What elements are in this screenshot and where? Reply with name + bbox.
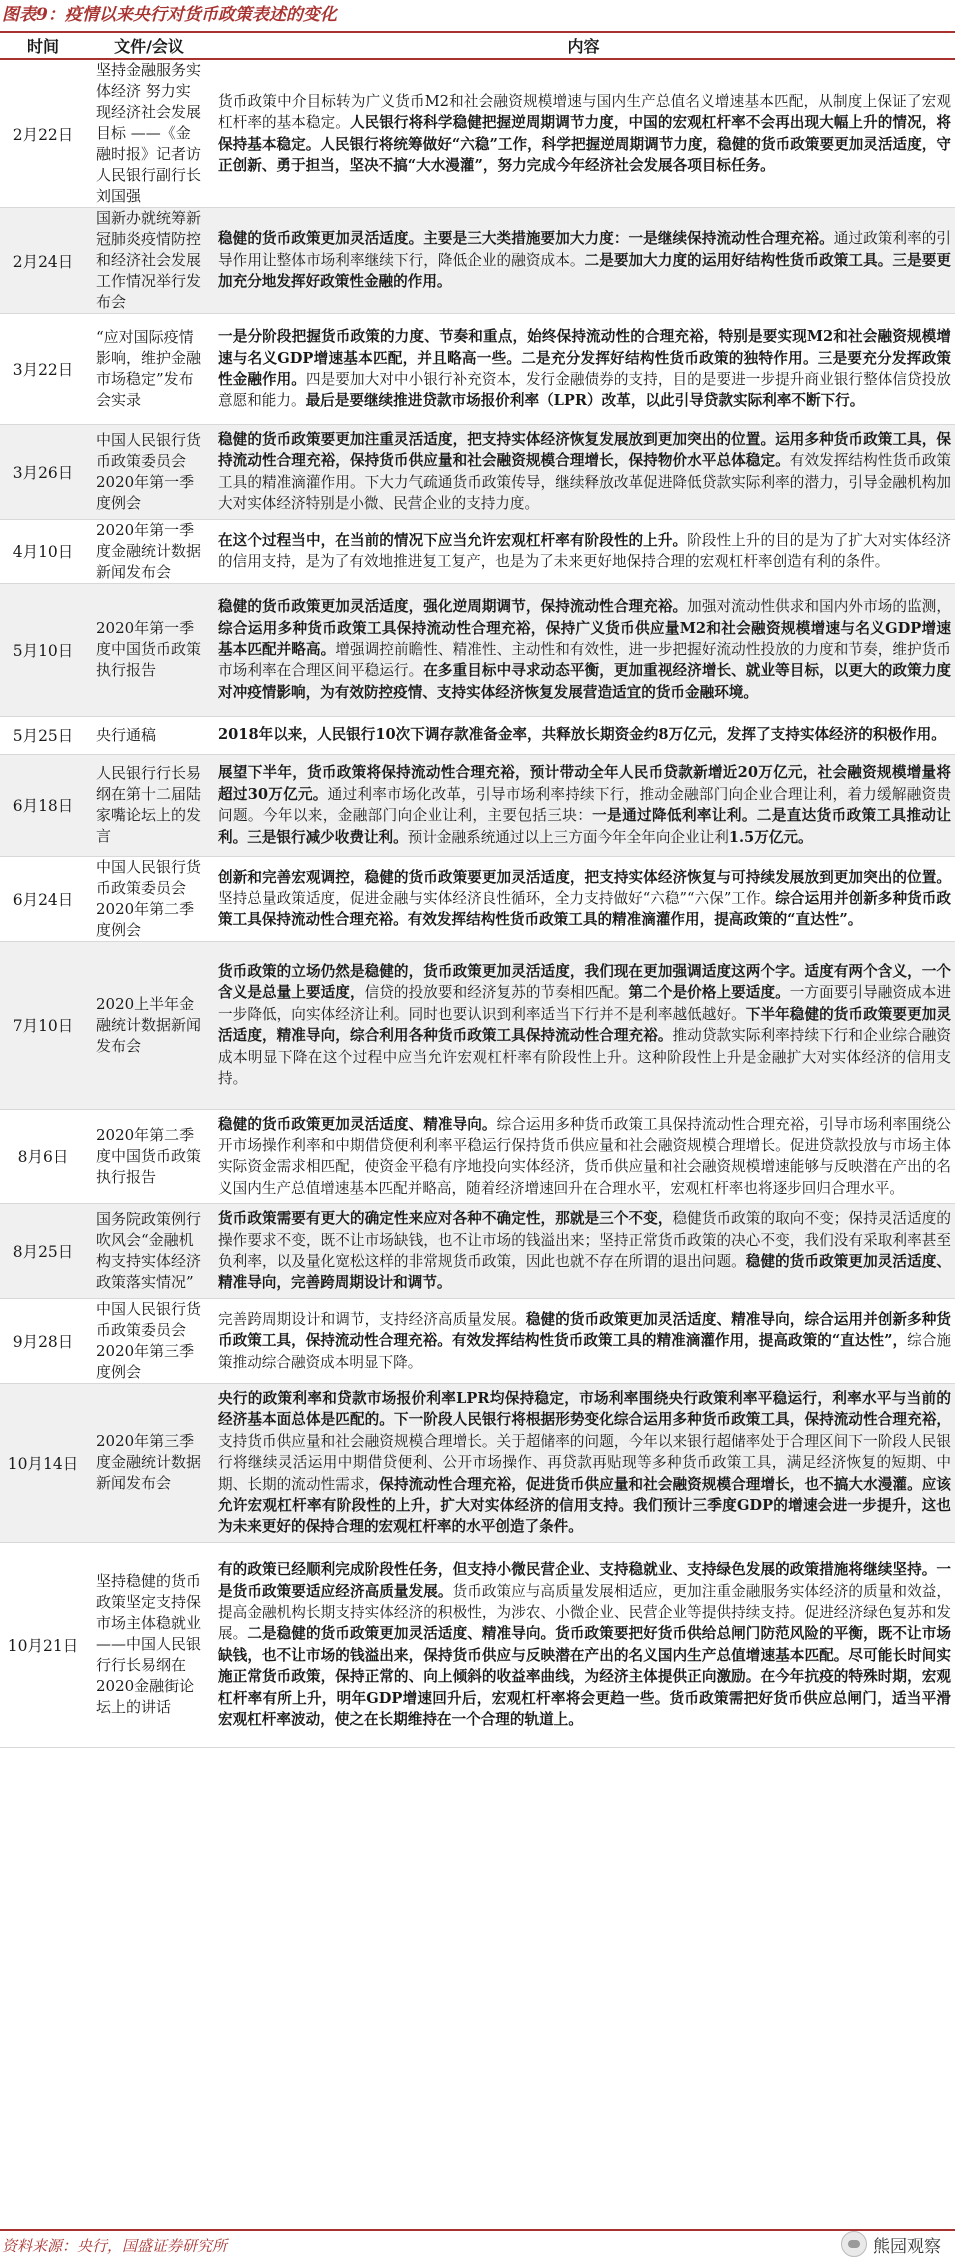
row-document: 国新办就统筹新冠肺炎疫情防控和经济社会发展工作情况举行发布会 bbox=[86, 208, 212, 314]
content-bold-segment: 货币政策需要有更大的确定性来应对各种不确定性，那就是三个不变， bbox=[218, 1210, 673, 1228]
header-document: 文件/会议 bbox=[86, 32, 212, 59]
content-bold-segment: 1.5万亿元。 bbox=[728, 828, 813, 846]
row-date: 3月22日 bbox=[0, 314, 86, 425]
content-segment: 阶段性上升的目的是为了扩大对实体经济的信用支持，是为了有效地推进复工复产，也是为了未来更好地保持合理的宏观杠杆率创造有利的条件。 bbox=[218, 531, 951, 571]
content-bold-segment: 稳健的货币政策要更加注重灵活适度，把支持实体经济恢复发展放到更加突出的位置。运用多种货币政策工具，保持流动性合理充裕，保持货币供应量和社会融资规模合理增长，保持物价水平总体稳定。 bbox=[218, 431, 951, 470]
content-segment: 综合施策推动综合融资成本明显下降。 bbox=[218, 1332, 951, 1371]
table-row bbox=[0, 716, 955, 754]
row-date: 6月18日 bbox=[0, 754, 86, 856]
content-segment: 增强调控前瞻性、精准性、主动性和有效性，进一步把握好流动性投放的力度和节奏，维护货币市场利率在合理区间平稳运行。 bbox=[218, 640, 951, 680]
content-bold-segment: 有的政策已经顺利完成阶段性任务，但支持小微民营企业、支持稳就业、支持绿色发展的政策措施将继续坚持。一是货币政策要适应经济高质量发展。 bbox=[218, 1561, 951, 1600]
row-content bbox=[212, 519, 955, 583]
content-bold-segment: 稳健的货币政策更加灵活适度，强化逆周期调节，保持流动性合理充裕。 bbox=[218, 598, 688, 616]
content-bold-segment: 稳健的货币政策更加灵活适度、精准导向，完善跨周期设计和调节。 bbox=[218, 1253, 951, 1292]
row-document: 中国人民银行货币政策委员会2020年第二季度例会 bbox=[86, 856, 212, 941]
content-segment: 预计金融系统通过以上三方面今年全年向企业让利 bbox=[407, 828, 729, 846]
content-segment: 坚持总量政策适度，促进金融与实体经济良性循环，全力支持做好“六稳”“六保”工作。 bbox=[218, 889, 776, 907]
row-content bbox=[212, 425, 955, 520]
table-row bbox=[0, 583, 955, 716]
row-date: 10月21日 bbox=[0, 1542, 86, 1747]
row-document: 2020上半年金融统计数据新闻发布会 bbox=[86, 941, 212, 1109]
row-content bbox=[212, 856, 955, 941]
row-content bbox=[212, 314, 955, 425]
row-content bbox=[212, 1298, 955, 1383]
content-segment: 推动贷款实际利率持续下行和企业综合融资成本明显下降在这个过程中应当允许宏观杠杆率有阶段性上升。这种阶段性上升是金融扩大对实体经济的信用支持。 bbox=[218, 1027, 951, 1087]
table-row bbox=[0, 1109, 955, 1204]
content-bold-segment: 在多重目标中寻求动态平衡，更加重视经济增长、就业等目标，以更大的政策力度对冲疫情影响，为有效防控疫情、支持实体经济恢复发展营造适宜的货币金融环境。 bbox=[218, 662, 951, 701]
brand-logo bbox=[841, 2231, 941, 2257]
content-segment: 加强对流动性供求和国内外市场的监测， bbox=[687, 598, 951, 616]
row-date: 5月25日 bbox=[0, 716, 86, 754]
row-content bbox=[212, 208, 955, 314]
content-segment: 通过政策利率的引导作用让整体市场利率继续下行，降低企业的融资成本。 bbox=[218, 230, 951, 269]
content-bold-segment: 货币政策要把好货币供给总闸门防范风险的平衡，既不让市场缺钱，也不让市场的钱溢出来，保持货币供应与反映潜在产出的名义国内生产总值增速基本匹配。尽可能长时间实施正常货币政策，保持正常的、向上倾斜的收益率曲线，为经济主体提供正向激励。在今年抗疫的特殊时期，宏观杠杆率有所上升，明年GDP增速回升后，宏观杠杆率将会更趋一些。货币政策需把好货币供应总闸门，适当平滑宏观杠杆率波动，使之在长期维持在一个合理的轨道上。 bbox=[218, 1625, 951, 1728]
content-bold-segment: 综合运用并创新多种货币政策工具保持流动性合理充裕。有效发挥结构性货币政策工具的精准滴灌作用，提高政策的“直达性”。 bbox=[218, 889, 951, 929]
content-segment: 综合运用多种货币政策工具保持流动性合理充裕，引导市场利率围绕公开市场操作利率和中期借贷便利利率平稳运行保持货币供应量和社会融资规模合理增长。促进贷款投放与市场主体实际资金需求相匹配，使资金平稳有序地投向实体经济，货币供应量和社会融资规模增速能够与反映潜在产出的名义国内生产总值增速基本匹配并略高，随着经济增速回升在合理水平，宏观杠杆率也将逐步回归合理水平。 bbox=[218, 1115, 951, 1197]
table-row bbox=[0, 1542, 955, 1747]
content-segment: 信贷的投放要和经济复苏的节奏相匹配。 bbox=[364, 984, 629, 1002]
content-bold-segment: 稳健的货币政策更加灵活适度、精准导向，综合运用并创新多种货币政策工具，保持流动性合理充裕。有效发挥结构性货币政策工具的精准滴灌作用，提高政策的“直达性”， bbox=[218, 1310, 951, 1350]
row-document: 中国人民银行货币政策委员会2020年第三季度例会 bbox=[86, 1298, 212, 1383]
table-row bbox=[0, 1383, 955, 1542]
table-row bbox=[0, 1204, 955, 1299]
content-bold-segment: 二是要加大力度的运用好结构性货币政策工具。三是要更加充分地发挥好政策性金融的作用。 bbox=[218, 251, 951, 291]
row-date: 5月10日 bbox=[0, 583, 86, 716]
table-row bbox=[0, 59, 955, 208]
header-content: 内容 bbox=[212, 32, 955, 59]
content-segment: 四是要加大对中小银行补充资本，发行金融债券的支持，目的是要进一步提升商业银行整体信贷投放意愿和能力。 bbox=[218, 371, 951, 410]
content-segment: 有效发挥结构性货币政策工具的精准滴灌作用。下大力气疏通货币政策传导，继续释放改革促进降低贷款实际利率的潜力，引导金融机构加大对实体经济特别是小微、民营企业的支持力度。 bbox=[218, 452, 951, 513]
row-date: 6月24日 bbox=[0, 856, 86, 941]
footer bbox=[0, 2229, 955, 2259]
row-content bbox=[212, 1204, 955, 1299]
row-date: 2月24日 bbox=[0, 208, 86, 314]
content-segment: 完善跨周期设计和调节，支持经济高质量发展。 bbox=[218, 1310, 526, 1328]
row-date: 4月10日 bbox=[0, 519, 86, 583]
row-document: 央行通稿 bbox=[86, 716, 212, 754]
content-bold-segment: 在这个过程当中，在当前的情况下应当允许宏观杠杆率有阶段性的上升。 bbox=[218, 531, 688, 549]
row-date: 8月6日 bbox=[0, 1109, 86, 1204]
row-document: “应对国际疫情影响，维护金融市场稳定”发布会实录 bbox=[86, 314, 212, 425]
row-content bbox=[212, 1383, 955, 1542]
content-bold-segment: 创新和完善宏观调控，稳健的货币政策要更加灵活适度，把支持实体经济恢复与可持续发展放到更加突出的位置。 bbox=[218, 868, 951, 886]
row-date: 2月22日 bbox=[0, 59, 86, 208]
table-row bbox=[0, 208, 955, 314]
table-row bbox=[0, 314, 955, 425]
content-segment: 通过利率市场化改革，引导市场利率持续下行，推动金融部门向企业合理让利，着力缓解融资贵问题。今年以来，金融部门向企业让利，主要包括三块： bbox=[218, 785, 951, 825]
content-segment: 支持货币供应量和社会融资规模合理增长。关于超储率的问题，今年以来银行超储率处于合理区间下一阶段人民银行将继续灵活运用中期借贷便利、公开市场操作、再贷款再贴现等多种货币政策工具，满足经济恢复的短期、中期、长期的流动性需求， bbox=[218, 1432, 951, 1493]
policy-table bbox=[0, 31, 955, 1748]
row-document: 人民银行行长易纲在第十二届陆家嘴论坛上的发言 bbox=[86, 754, 212, 856]
table-header-row bbox=[0, 32, 955, 59]
content-bold-segment: 二是稳健的货币政策更加灵活适度、精准导向。 bbox=[247, 1625, 556, 1643]
row-date: 3月26日 bbox=[0, 425, 86, 520]
row-document: 中国人民银行货币政策委员会2020年第一季度例会 bbox=[86, 425, 212, 520]
row-date: 8月25日 bbox=[0, 1204, 86, 1299]
content-bold-segment: 综合运用多种货币政策工具保持流动性合理充裕，保持广义货币供应量M2和社会融资规模增速与名义GDP增速基本匹配并略高。 bbox=[218, 619, 951, 658]
row-document: 2020年第二季度中国货币政策执行报告 bbox=[86, 1109, 212, 1204]
content-bold-segment: 稳健的货币政策更加灵活适度。主要是三大类措施要加大力度：一是继续保持流动性合理充裕。 bbox=[218, 230, 834, 248]
content-bold-segment: 一是通过降低利率让利。二是直达货币政策工具推动让利。三是银行减少收费让利。 bbox=[218, 807, 951, 846]
wechat-icon bbox=[841, 2231, 867, 2257]
content-segment: 货币政策中介目标转为广义货币M2和社会融资规模增速与国内生产总值名义增速基本匹配，从制度上保证了宏观杠杆率的基本稳定。 bbox=[218, 92, 951, 132]
table-row bbox=[0, 754, 955, 856]
table-row bbox=[0, 519, 955, 583]
page-title: 图表9：疫情以来央行对货币政策表述的变化 bbox=[2, 5, 337, 25]
table-row bbox=[0, 856, 955, 941]
content-bold-segment: 第二个是价格上要适度。 bbox=[628, 984, 790, 1002]
table-row bbox=[0, 425, 955, 520]
row-content bbox=[212, 754, 955, 856]
content-bold-segment: 下半年稳健的货币政策要更加灵活适度，精准导向，综合利用各种货币政策工具保持流动性合理充裕。 bbox=[218, 1005, 951, 1045]
row-content bbox=[212, 583, 955, 716]
content-segment: 稳健货币政策的取向不变；保持灵活适度的操作要求不变，既不让市场缺钱，也不让市场的钱溢出来；坚持正常货币政策的决心不变，我们没有采取利率甚至负利率，以及量化宽松这样的非常规货币政策，因此也就不存在所谓的退出问题。 bbox=[218, 1210, 951, 1271]
row-content bbox=[212, 941, 955, 1109]
content-bold-segment: 稳健的货币政策更加灵活适度、精准导向。 bbox=[218, 1115, 497, 1133]
row-content bbox=[212, 59, 955, 208]
content-bold-segment: 2018年以来，人民银行10次下调存款准备金率，共释放长期资金约8万亿元，发挥了支持实体经济的积极作用。 bbox=[218, 726, 946, 744]
brand-logo-text: 熊园观察 bbox=[873, 2236, 941, 2257]
header-date: 时间 bbox=[0, 32, 86, 59]
row-document: 2020年第一季度中国货币政策执行报告 bbox=[86, 583, 212, 716]
row-document: 坚持金融服务实体经济 努力实现经济社会发展目标 ——《金融时报》记者访人民银行副行长刘国强 bbox=[86, 59, 212, 208]
row-date: 7月10日 bbox=[0, 941, 86, 1109]
row-document: 坚持稳健的货币政策坚定支持保市场主体稳就业——中国人民银行行长易纲在2020金融街论坛上的讲话 bbox=[86, 1542, 212, 1747]
row-content bbox=[212, 1109, 955, 1204]
content-bold-segment: 人民银行将科学稳健把握逆周期调节力度，中国的宏观杠杆率不会再出现大幅上升的情况，将保持基本稳定。人民银行将统筹做好“六稳”工作，科学把握逆周期调节力度，稳健的货币政策要更加灵活适度，守正创新、勇于担当，坚决不搞“大水漫灌”，努力完成今年经济社会发展各项目标任务。 bbox=[218, 114, 951, 174]
content-bold-segment: 一是分阶段把握货币政策的力度、节奏和重点，始终保持流动性的合理充裕，特别是要实现M2和社会融资规模增速与名义GDP增速基本匹配，并且略高一些。二是充分发挥好结构性货币政策的独特作用。三是要充分发挥政策性金融作用。 bbox=[218, 328, 951, 388]
table-row bbox=[0, 941, 955, 1109]
content-bold-segment: 货币政策的立场仍然是稳健的，货币政策更加灵活适度，我们现在更加强调适度这两个字。适度有两个含义，一个含义是总量上要适度， bbox=[218, 962, 951, 1002]
row-date: 10月14日 bbox=[0, 1383, 86, 1542]
content-bold-segment: 最后是要继续推进贷款市场报价利率（LPR）改革，以此引导贷款实际利率不断下行。 bbox=[305, 392, 865, 410]
content-bold-segment: 央行的政策利率和贷款市场报价利率LPR均保持稳定，市场利率围绕央行政策利率平稳运行，利率水平与当前的经济基本面总体是匹配的。下一阶段人民银行将根据形势变化综合运用多种货币政策工具，保持流动性合理充裕， bbox=[218, 1389, 951, 1429]
row-document: 2020年第一季度金融统计数据新闻发布会 bbox=[86, 519, 212, 583]
row-date: 9月28日 bbox=[0, 1298, 86, 1383]
row-document: 国务院政策例行吹风会“金融机构支持实体经济政策落实情况” bbox=[86, 1204, 212, 1299]
table-row bbox=[0, 1298, 955, 1383]
source-note: 资料来源：央行，国盛证券研究所 bbox=[2, 2237, 228, 2255]
row-content bbox=[212, 716, 955, 754]
content-bold-segment: 保持流动性合理充裕，促进货币供应量和社会融资规模合理增长，也不搞大水漫灌。应该允许宏观杠杆率有阶段性的上升，扩大对实体经济的信用支持。我们预计三季度GDP的增速会进一步提升，这也为未来更好的保持合理的宏观杠杆率的水平创造了条件。 bbox=[218, 1475, 951, 1536]
row-content bbox=[212, 1542, 955, 1747]
row-document: 2020年第三季度金融统计数据新闻发布会 bbox=[86, 1383, 212, 1542]
content-segment: 一方面要引导融资成本进一步降低，向实体经济让利。同时也要认识到利率适当下行并不是利率越低越好。 bbox=[218, 984, 951, 1023]
content-segment: 货币政策应与高质量发展相适应，更加注重金融服务实体经济的质量和效益，提高金融机构长期支持实体经济的积极性，为涉农、小微企业、民营企业等提供持续支持。促进经济绿色复苏和发展。 bbox=[218, 1582, 951, 1643]
content-bold-segment: 展望下半年，货币政策将保持流动性合理充裕，预计带动全年人民币贷款新增近20万亿元，社会融资规模增量将超过30万亿元。 bbox=[218, 764, 951, 803]
